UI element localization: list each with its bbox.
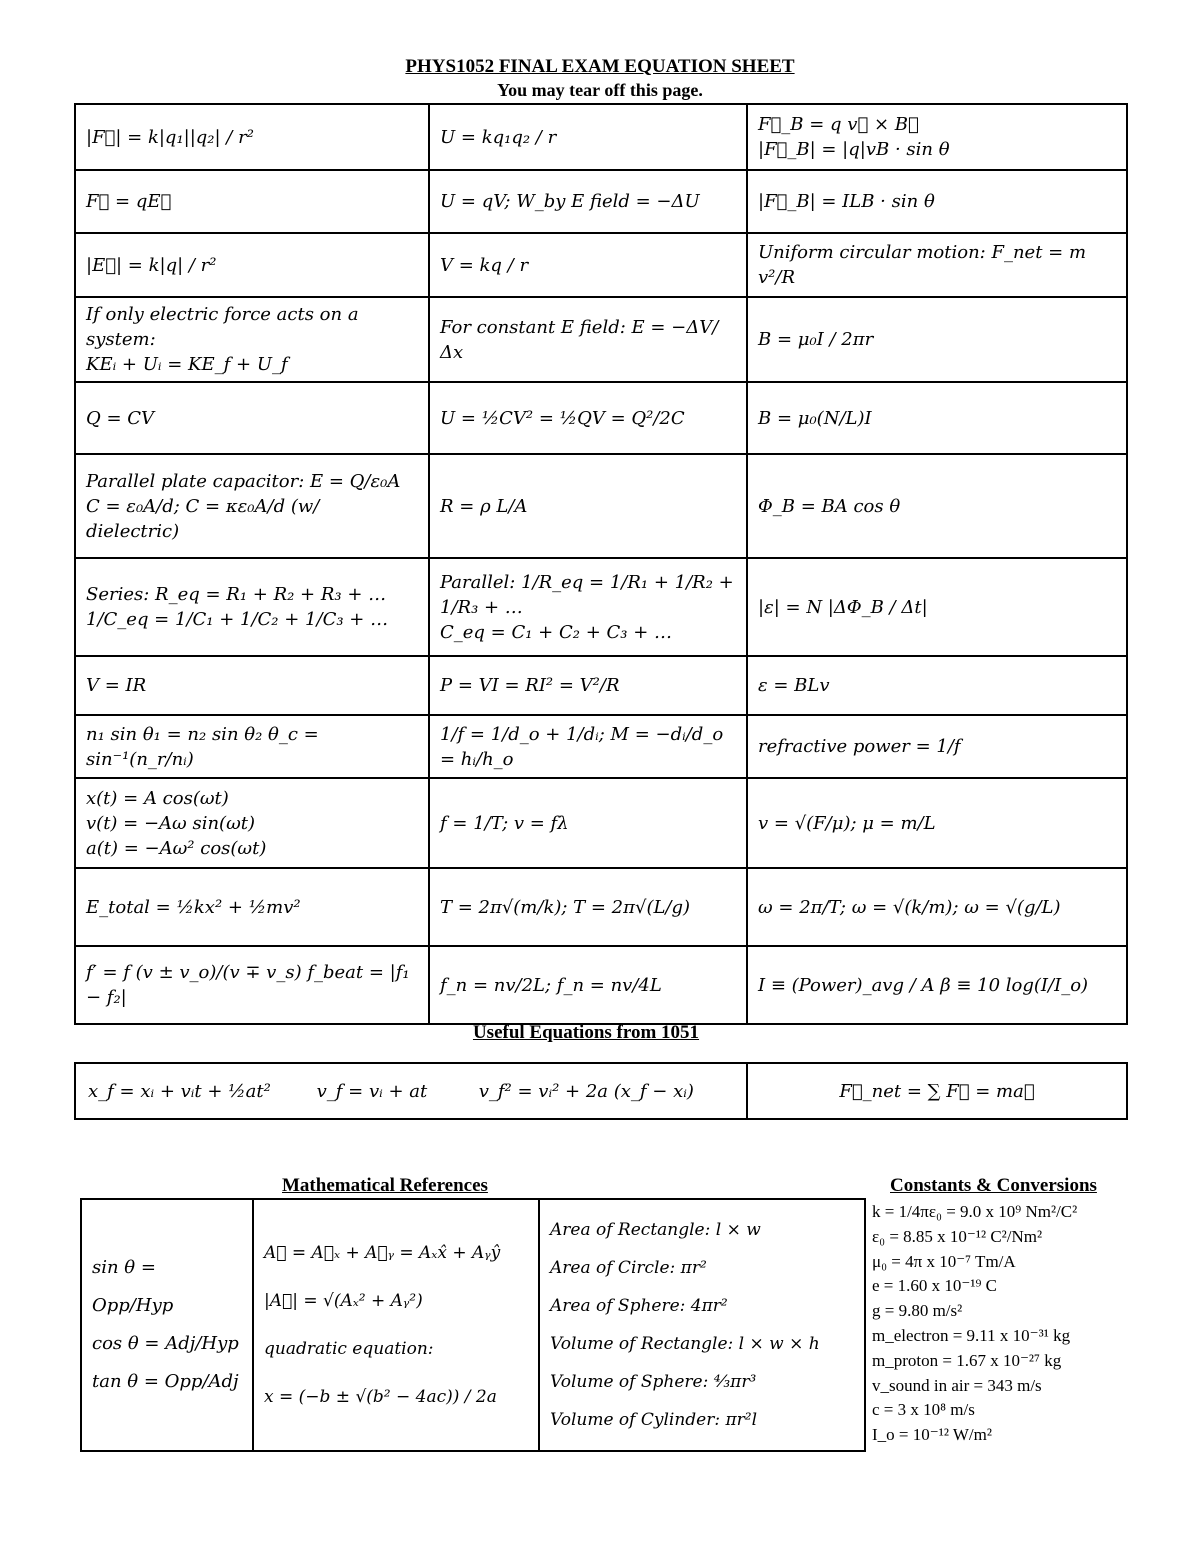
useful-equations-table (74, 1062, 1128, 1120)
constant-sound-speed: v_sound in air = 343 m/s (872, 1375, 1042, 1395)
eq-cell: |E⃗| = k|q| / r² (75, 233, 429, 297)
eq-cell: refractive power = 1/f (747, 715, 1127, 778)
constant-electron-mass: m_electron = 9.11 x 10⁻³¹ kg (872, 1325, 1071, 1345)
eq-cell: |F⃗_B| = ILB · sin θ (747, 170, 1127, 233)
useful-equations-heading: Useful Equations from 1051 (472, 1022, 700, 1043)
eq-cell: U = qV; W_by E field = −ΔU (429, 170, 747, 233)
eq-cell: Q = CV (75, 382, 429, 454)
eq-cell: F⃗ = qE⃗ (75, 170, 429, 233)
trig-definitions: sin θ = Opp/Hyp cos θ = Adj/Hyp tan θ = Opp/Adj (81, 1199, 253, 1451)
equation-table (74, 103, 1128, 1025)
newton-second-law: F⃗_net = ∑ F⃗ = ma⃗ (747, 1063, 1127, 1119)
vector-and-quadratic: A⃗ = A⃗ₓ + A⃗ᵧ = Aₓx̂ + Aᵧŷ |A⃗| = √(Aₓ² + Aᵧ²) quadratic equation: x = (−b ± √(b² − 4ac)) / 2a (253, 1199, 539, 1451)
eq-cell: F⃗_B = q v⃗ × B⃗ |F⃗_B| = |q|vB · sin θ (747, 104, 1127, 170)
eq-cell: f = 1/T; v = fλ (429, 778, 747, 868)
eq-cell: V = IR (75, 656, 429, 715)
constant-intensity-threshold: I_o = 10⁻¹² W/m² (872, 1425, 992, 1445)
eq-cell: R = ρ L/A (429, 454, 747, 558)
eq-cell: I ≡ (Power)_avg / A β ≡ 10 log(I/I_o) (747, 946, 1127, 1024)
eq-cell: |ε| = N |ΔΦ_B / Δt| (747, 558, 1127, 656)
sheet-subtitle: You may tear off this page. (497, 80, 703, 100)
eq-cell: If only electric force acts on a system: KEᵢ + Uᵢ = KE_f + U_f (75, 297, 429, 382)
constant-permittivity: ε₀ = 8.85 x 10⁻¹² C²/Nm² (872, 1226, 1043, 1246)
constant-proton-mass: m_proton = 1.67 x 10⁻²⁷ kg (872, 1350, 1062, 1370)
eq-cell: Parallel plate capacitor: E = Q/ε₀A C = ε₀A/d; C = κε₀A/d (w/ dielectric) (75, 454, 429, 558)
kinematics-equations: x_f = xᵢ + vᵢt + ½at² v_f = vᵢ + at v_f² = vᵢ² + 2a (x_f − xᵢ) (75, 1063, 747, 1119)
eq-cell: Parallel: 1/R_eq = 1/R₁ + 1/R₂ + 1/R₃ + … C_eq = C₁ + C₂ + C₃ + … (429, 558, 747, 656)
eq-cell: 1/f = 1/d_o + 1/dᵢ; M = −dᵢ/d_o = hᵢ/h_o (429, 715, 747, 778)
eq-cell: x(t) = A cos(ωt) v(t) = −Aω sin(ωt) a(t) = −Aω² cos(ωt) (75, 778, 429, 868)
constants-list (872, 1200, 1192, 1448)
eq-cell: n₁ sin θ₁ = n₂ sin θ₂ θ_c = sin⁻¹(n_r/nᵢ) (75, 715, 429, 778)
constant-permeability: μ₀ = 4π x 10⁻⁷ Tm/A (872, 1251, 1016, 1271)
eq-cell: Series: R_eq = R₁ + R₂ + R₃ + … 1/C_eq = 1/C₁ + 1/C₂ + 1/C₃ + … (75, 558, 429, 656)
constants-heading: Constants & Conversions (890, 1175, 1097, 1196)
eq-cell: For constant E field: E = −ΔV/Δx (429, 297, 747, 382)
eq-cell: E_total = ½kx² + ½mv² (75, 868, 429, 946)
eq-cell: V = kq / r (429, 233, 747, 297)
eq-cell: P = VI = RI² = V²/R (429, 656, 747, 715)
eq-cell: ε = BLv (747, 656, 1127, 715)
constant-gravity: g = 9.80 m/s² (872, 1301, 963, 1321)
constant-light-speed: c = 3 x 10⁸ m/s (872, 1400, 975, 1420)
eq-cell: ω = 2π/T; ω = √(k/m); ω = √(g/L) (747, 868, 1127, 946)
eq-cell: |F⃗| = k|q₁||q₂| / r² (75, 104, 429, 170)
math-references-table (80, 1198, 866, 1452)
eq-cell: v = √(F/μ); μ = m/L (747, 778, 1127, 868)
eq-cell: B = μ₀(N/L)I (747, 382, 1127, 454)
eq-cell: f_n = nv/2L; f_n = nv/4L (429, 946, 747, 1024)
math-references-heading: Mathematical References (282, 1175, 488, 1196)
eq-cell: Uniform circular motion: F_net = m v²/R (747, 233, 1127, 297)
sheet-title: PHYS1052 FINAL EXAM EQUATION SHEET (405, 56, 795, 77)
constant-coulomb: k = 1/4πε₀ = 9.0 x 10⁹ Nm²/C² (872, 1202, 1078, 1221)
eq-cell: Φ_B = BA cos θ (747, 454, 1127, 558)
geometry-formulas: Area of Rectangle: l × w Area of Circle: πr² Area of Sphere: 4πr² Volume of Rectangle: l × w × h Volume of Sphere: ⁴⁄₃πr³ Volume of Cylinder: πr²l (539, 1199, 865, 1451)
constant-elementary-charge: e = 1.60 x 10⁻¹⁹ C (872, 1276, 997, 1296)
eq-cell: f′ = f (v ± v_o)/(v ∓ v_s) f_beat = |f₁ − f₂| (75, 946, 429, 1024)
eq-cell: B = μ₀I / 2πr (747, 297, 1127, 382)
eq-cell: U = kq₁q₂ / r (429, 104, 747, 170)
eq-cell: U = ½CV² = ½QV = Q²/2C (429, 382, 747, 454)
eq-cell: T = 2π√(m/k); T = 2π√(L/g) (429, 868, 747, 946)
